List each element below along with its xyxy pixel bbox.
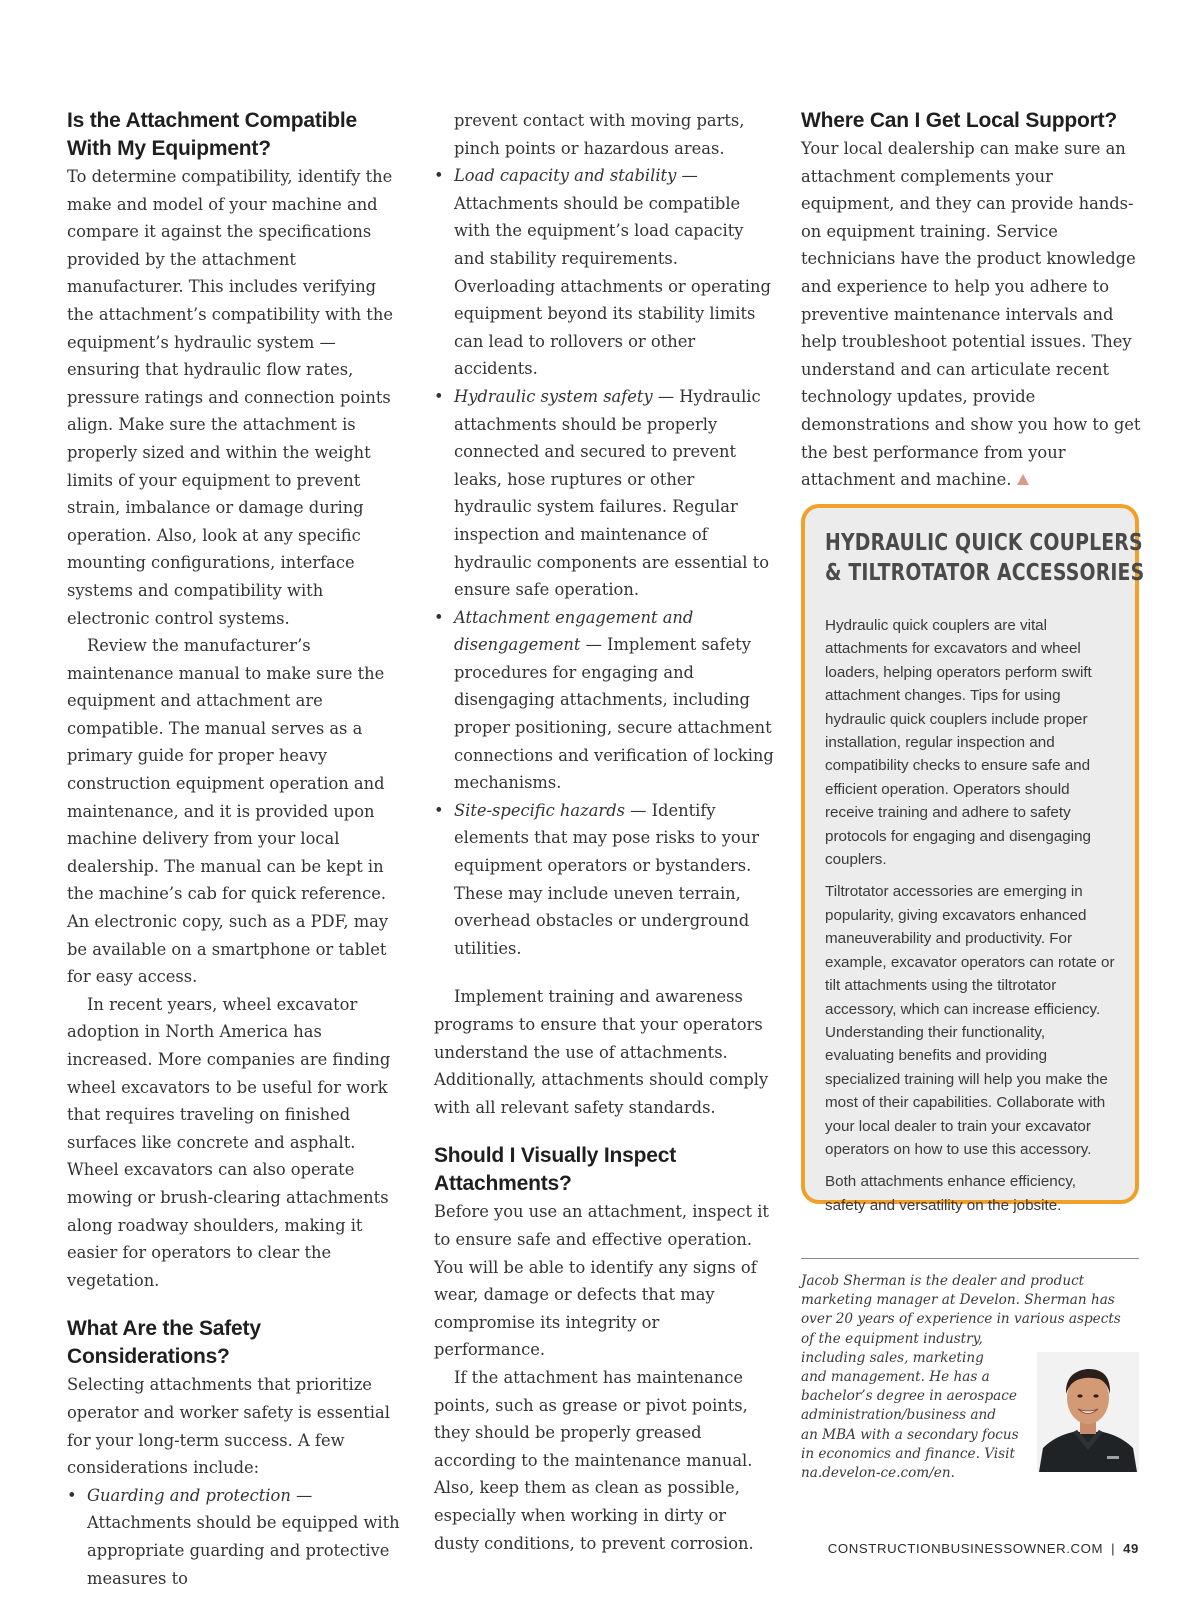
bio-line: marketing manager at Develon. Sherman has [801, 1292, 1115, 1309]
paragraph-compat-2: Review the manufacturer’s maintenance manual to make sure the equipment and attachment are compatible. The manual serves as a primary guide for proper heavy construction equipment operation and maintenance, and it is provided upon machine delivery from your local dealership. The manual can be kept in the machine’s cab for quick reference. An electronic copy, such as a PDF, may be available on a smartphone or tablet for easy access. [67, 636, 389, 987]
sidebar-paragraph-3: Both attachments enhance efficiency, safety and versatility on the jobsite. [825, 1173, 1077, 1214]
column-1 [67, 107, 407, 1592]
bullet-text: — Identify elements that may pose risks to your equipment operators or bystanders. These may include uneven terrain, overhead obstacles or underground utilities. [454, 800, 760, 958]
column-2 [434, 107, 774, 1557]
heading-safety: What Are the Safety Considerations? [67, 1317, 261, 1369]
safety-list-continued [434, 162, 774, 962]
bio-line: Jacob Sherman is the dealer and product [801, 1273, 1085, 1289]
footer-separator: | [1111, 1541, 1116, 1556]
sidebar-paragraph-2: Tiltrotator accessories are emerging in popularity, giving excavators enhanced maneuverability and productivity. For example, excavator operators can rotate or tilt attachments using the tiltrotator accessory, which can increase efficiency. Understanding their functionality, evaluating benefits and providing specialized training will help you make the most of their capabilities. Collaborate with your local dealer to train your excavator operators on how to use this accessory. [825, 883, 1115, 1158]
footer-site: CONSTRUCTIONBUSINESSOWNER.COM [827, 1541, 1104, 1556]
sidebar-title-line-2: & TILTROTATOR ACCESSORIES [825, 560, 1145, 586]
bio-line: in economics and finance. Visit [801, 1445, 1015, 1462]
safety-list [67, 1482, 407, 1592]
sidebar-paragraph-1: Hydraulic quick couplers are vital attachments for excavators and wheel loaders, helping operators perform swift attachment changes. Tips for using hydraulic quick couplers include proper installation, regular inspection and compatibility checks to ensure safe and efficient operation. Operators should receive training and adhere to safety protocols for engaging and disengaging couplers. [825, 617, 1092, 869]
bullet-term: Guarding and protection [87, 1485, 291, 1505]
bullet-continuation: prevent contact with moving parts, pinch points or hazardous areas. [454, 111, 745, 158]
paragraph-support-text: Your local dealership can make sure an attachment complements your equipment, and they can provide hands-on equipment training. Service technicians have the product knowledge and experience to help you adhere to preventive maintenance intervals and help troubleshoot potential issues. They understand and can articulate recent technology updates, provide demonstrations and show you how to get the best performance from your attachment and machine. [801, 139, 1141, 490]
list-item [434, 162, 774, 383]
portrait-image [1037, 1352, 1139, 1472]
bullet-text: — Attachments should be equipped with appropriate guarding and protective measures to [87, 1485, 400, 1588]
end-mark-icon [1017, 474, 1029, 485]
paragraph-support [801, 135, 1141, 494]
heading-support: Where Can I Get Local Support? [801, 109, 1118, 132]
list-item [434, 604, 774, 797]
heading-inspect: Should I Visually Inspect Attachments? [434, 1144, 677, 1196]
bullet-term: Load capacity and stability [454, 166, 677, 186]
bullet-text: — Implement safety procedures for engaging and disengaging attachments, including proper positioning, secure attachment connections and verification of locking mechanisms. [454, 635, 774, 793]
paragraph-compat-3: In recent years, wheel excavator adoption in North America has increased. More companies are finding wheel excavators to be useful for work that requires traveling on finished surfaces like concrete and asphalt. Wheel excavators can also operate mowing or brush-clearing attachments along roadway shoulders, making it easier for operators to clear the vegetation. [67, 994, 391, 1290]
paragraph-compat-1: To determine compatibility, identify the make and model of your machine and compare it against the specifications provided by the attachment manufacturer. This includes verifying the attachment’s compatibility with the equipment’s hydraulic system — ensuring that hydraulic flow rates, pressure ratings and connection points align. Make sure the attachment is properly sized and within the weight limits of your equipment to prevent strain, imbalance or damage during operation. Also, look at any specific mounting configurations, interface systems and compatibility with electronic control systems. [67, 167, 393, 628]
bio-line: bachelor’s degree in aerospace [801, 1388, 1017, 1405]
column-3 [801, 107, 1141, 494]
list-item [67, 1482, 407, 1592]
bio-line: including sales, marketing [801, 1349, 984, 1366]
bullet-term: Hydraulic system safety [454, 386, 653, 406]
paragraph-training: Implement training and awareness programs to ensure that your operators understand the use of attachments. Additionally, attachments should comply with all relevant safety standards. [434, 987, 769, 1117]
bio-line: over 20 years of experience in various aspects [801, 1311, 1121, 1328]
list-item [434, 383, 774, 604]
sidebar-title-line-1: HYDRAULIC QUICK COUPLERS [825, 530, 1143, 556]
bio-line: administration/business and [801, 1407, 996, 1424]
bullet-text: — Attachments should be compatible with the equipment’s load capacity and stability requirements. Overloading attachments or operating equipment beyond its stability limits can lead to rollovers or other accidents. [454, 166, 771, 379]
author-photo [1037, 1352, 1139, 1472]
paragraph-inspect-1: Before you use an attachment, inspect it to ensure safe and effective operation. You will be able to identify any signs of wear, damage or defects that may compromise its integrity or performance. [434, 1202, 769, 1360]
bullet-term: Attachment engagement and disengagement [454, 607, 694, 655]
divider [801, 1258, 1139, 1259]
sidebar-title [825, 528, 1145, 588]
bullet-term: Site-specific hazards [454, 800, 625, 820]
paragraph-inspect-2: If the attachment has maintenance points, such as grease or pivot points, they should be properly greased according to the maintenance manual. Also, keep them as clean as possible, especially when working in dirty or dusty conditions, to prevent corrosion. [434, 1367, 754, 1553]
sidebar-box [801, 504, 1145, 1214]
bio-line: an MBA with a secondary focus [801, 1426, 1019, 1443]
bio-line: na.develon-ce.com/en. [801, 1465, 955, 1482]
page-footer [828, 1541, 1139, 1556]
heading-compatibility: Is the Attachment Compatible With My Equipment? [67, 109, 357, 160]
bio-line: of the equipment industry, [801, 1330, 983, 1347]
paragraph-safety: Selecting attachments that prioritize operator and worker safety is essential for your long-term success. A few considerations include: [67, 1375, 390, 1478]
list-item [434, 797, 774, 963]
bio-line: and management. He has a [801, 1369, 990, 1386]
bullet-text: — Hydraulic attachments should be properly connected and secured to prevent leaks, hose ruptures or other hydraulic system failures. Regular inspection and maintenance of hydraulic components are essential to ensure safe operation. [454, 386, 770, 600]
page-number: 49 [1123, 1541, 1139, 1556]
